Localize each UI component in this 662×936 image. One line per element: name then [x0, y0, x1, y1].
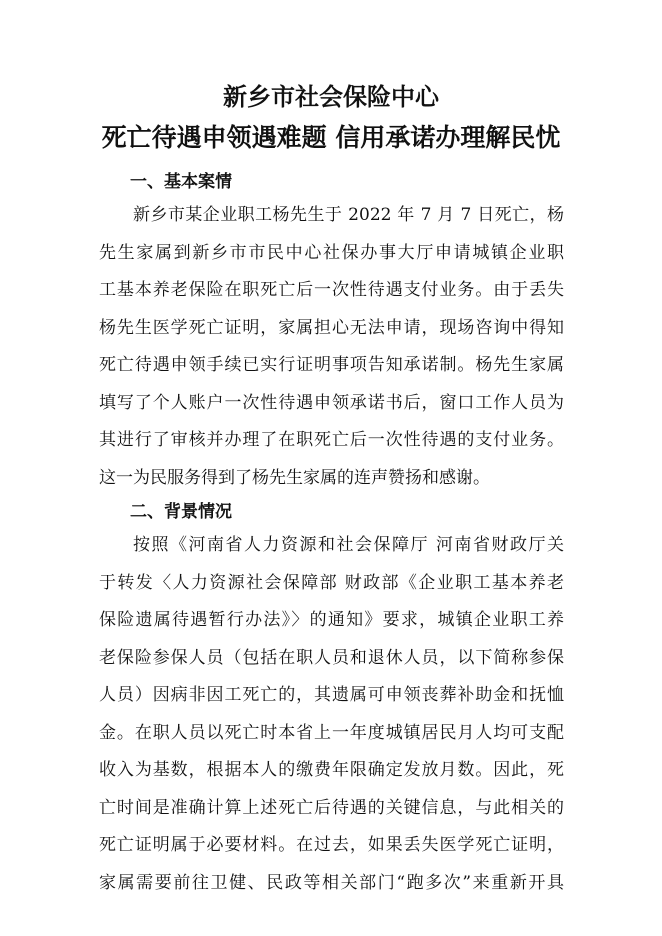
- paragraph-line: 人员）因病非因工死亡的，其遗属可申领丧葬补助金和抚恤: [99, 685, 564, 705]
- paragraph-line: 工基本养老保险在职死亡后一次性待遇支付业务。由于丢失: [99, 280, 564, 300]
- paragraph-line: 亡时间是准确计算上述死亡后待遇的关键信息，与此相关的: [99, 798, 564, 818]
- paragraph-line: 死亡待遇申领手续已实行证明事项告知承诺制。杨先生家属: [99, 355, 564, 375]
- document-title-main: 死亡待遇申领遇难题 信用承诺办理解民忧: [101, 123, 561, 152]
- paragraph-line: 于转发〈人力资源社会保障部 财政部《企业职工基本养老: [99, 573, 564, 593]
- paragraph-line: 新乡市某企业职工杨先生于 2022 年 7 月 7 日死亡，杨: [133, 205, 564, 225]
- paragraph-line: 按照《河南省人力资源和社会保障厅 河南省财政厅关: [133, 535, 564, 555]
- paragraph-line: 填写了个人账户一次性待遇申领承诺书后，窗口工作人员为: [99, 393, 564, 413]
- paragraph-line: 老保险参保人员（包括在职人员和退休人员，以下简称参保: [99, 648, 564, 668]
- section-heading-background: 二、背景情况: [130, 502, 232, 522]
- document-title-organization: 新乡市社会保险中心: [223, 82, 439, 111]
- paragraph-line: 金。在职人员以死亡时本省上一年度城镇居民月人均可支配: [99, 723, 564, 743]
- paragraph-line: 先生家属到新乡市市民中心社保办事大厅申请城镇企业职: [99, 243, 564, 263]
- paragraph-line: 其进行了审核并办理了在职死亡后一次性待遇的支付业务。: [99, 430, 564, 450]
- paragraph-line: 这一为民服务得到了杨先生家属的连声赞扬和感谢。: [99, 468, 490, 488]
- paragraph-line: 杨先生医学死亡证明，家属担心无法申请，现场咨询中得知: [99, 318, 564, 338]
- section-heading-basic-case: 一、基本案情: [130, 172, 232, 192]
- paragraph-line: 死亡证明属于必要材料。在过去，如果丢失医学死亡证明，: [99, 835, 564, 855]
- paragraph-line: 家属需要前往卫健、民政等相关部门“跑多次”来重新开具: [99, 873, 564, 893]
- paragraph-line: 收入为基数，根据本人的缴费年限确定发放月数。因此，死: [99, 760, 564, 780]
- paragraph-line: 保险遗属待遇暂行办法》〉的通知》要求，城镇企业职工养: [99, 610, 564, 630]
